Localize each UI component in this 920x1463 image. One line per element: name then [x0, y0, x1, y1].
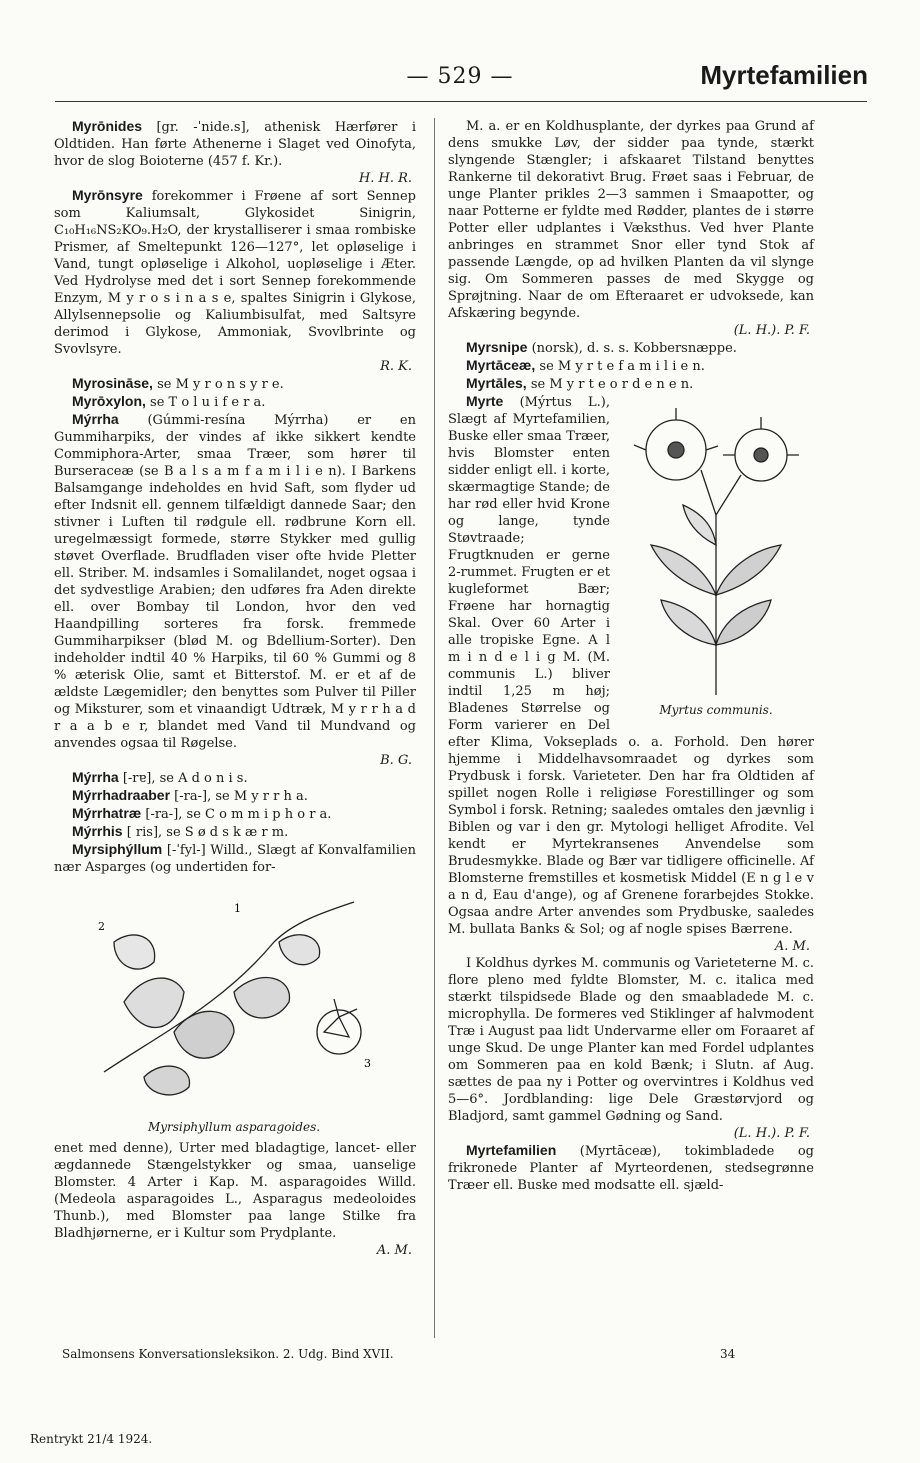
leaf [279, 935, 320, 965]
entry-myrrhadraaber [54, 787, 416, 805]
entry-myrsiphyllum-continued [54, 1140, 416, 1259]
entry-text: [-ra-], se C o m m i p h o r a. [141, 807, 332, 822]
entry-text: [ ris], se S ø d s k æ r m. [122, 825, 289, 840]
entry-myrtales [448, 375, 814, 393]
leaf [124, 978, 184, 1027]
myrtus-illustration [618, 395, 814, 719]
entry-text: enet med denne), Urter med bladagtige, lancet- eller ægdannede Stængelstykker og smaa, uanselige Blomster. 4 Arter i Kap. M. asparagoides Willd. (Medeola asparagoides L., Asparagus medeoloides Thunb.), med Blomster paa lange Stilke fra Bladhjørnerne, er i Kultur som Prydplante. [54, 1141, 416, 1241]
stamens [634, 408, 799, 455]
myrtle-drawing [621, 395, 811, 695]
entry-text: [-ˈfyl-] Willd., Slægt af Konvalfamilien nær Asparges (og undertiden for- [54, 843, 416, 875]
entry-text: se T o l u i f e r a. [145, 395, 266, 410]
headword: Mýrrha [72, 411, 119, 427]
entry-text: se M y r t e o r d e n e n. [526, 377, 694, 392]
author-signature: R. K. [380, 359, 412, 374]
entry-text: [gr. -ˈnide.s], athenisk Hærfører i Oldtiden. Han førte Athenerne i Slaget ved Oinofyta, hvor de slog Boioterne (457 f. Kr.). [54, 120, 416, 169]
reprint-note: Rentrykt 21/4 1924. [30, 1432, 153, 1446]
leaf [234, 978, 289, 1018]
entry-text: (Gúmmi-resína Mýrrha) er en Gummiharpiks, der vindes af ikke sikkert kendte Commiphora-Arter, smaa Træer, som hører til Burseraceæ (se B a l s a m f a m i l i e n). I Barkens Balsamgange indeholdes en hvid Saft, som flyder ud efter Indsnit ell. gennem tilfældigt dannede Saar; den stivner i Luften til rødgule ell. rødbrune Korn ell. uregelmæssigt formede, større Stykker med gullig støvet Overflade. Brudfladen viser ofte hvide Pletter ell. Striber. M. indsamles i Somalilandet, noget ogsaa i det sydvestlige Arabien; den udføres fra Aden direkte ell. over Bombay til London, hvor den ved Haandpilling sorteres fra forsk. fremmede Gummiharpikser (blød M. og Bdellium-Sorter). Den indeholder indtil 40 % Harpiks, til 60 % Gummi og 8 % æterisk Olie, samt et Bitterstof. M. er et af de ældste Lægemidler; den benyttes som Pulver til Piller og Miksturer, som et vinaandigt Udtræk, M y r r h a d r a a b e r, blandet med Vand til Mundvand og anvendes ogsaa til Røgelse. [54, 413, 416, 751]
entry-myrtaceae [448, 357, 814, 375]
leaf [661, 600, 716, 645]
entry-myrsiphyllum [54, 841, 416, 876]
author-signature: B. G. [380, 753, 412, 768]
signature-mark: 34 [720, 1347, 736, 1361]
column-divider [434, 118, 435, 1338]
entry-text: [-rɐ], se A d o n i s. [118, 771, 248, 786]
headword: Myrsiphýllum [72, 841, 163, 857]
flower-center [754, 448, 768, 462]
entry-myroxylon [54, 393, 416, 411]
author-signature: (L. H.). P. F. [733, 323, 810, 338]
headword: Myrosināse, [72, 375, 153, 391]
leaf [144, 1066, 190, 1095]
entry-text: se M y r o n s y r e. [152, 377, 284, 392]
figure-caption: Myrsiphyllum asparagoides. [147, 1120, 321, 1134]
header-rule [55, 101, 867, 102]
headword: Myrtāceæ, [466, 357, 536, 373]
entry-koldhus [448, 955, 814, 1142]
flower-center [668, 442, 684, 458]
author-signature: (L. H.). P. F. [733, 1126, 810, 1141]
page-header [50, 58, 890, 98]
leaf [683, 505, 716, 545]
headword: Mýrrhis [72, 823, 123, 839]
headword: Myrōxylon, [72, 393, 146, 409]
entry-myrosinase [54, 375, 416, 393]
entry-text: I Koldhus dyrkes M. communis og Varieteterne M. c. flore pleno med fyldte Blomster, M. c. italica med stærkt tilspidsede Blade og den smaabladede M. c. microphylla. De formeres ved Stiklinger af halvmodent Træ i August paa lidt Undervarme eller om Foraaret af unge Skud. De unge Planter kan med Fordel udplantes om Sommeren paa en kold Bænk; i Slutn. af Aug. sættes de paa ny i Potter og overvintres i Koldhus ved 5—6°. Jordblanding: lige Dele Græstørvjord og Bladjord, samt gammel Gødning og Sand. [448, 956, 814, 1124]
entry-myronsyre [54, 187, 416, 375]
entry-myrrhatrae [54, 805, 416, 823]
author-signature: H. H. R. [358, 171, 412, 186]
leaf [651, 545, 716, 595]
entry-text: forekommer i Frøene af sort Sennep som Kaliumsalt, Glykosidet Sinigrin, C₁₀H₁₆NS₂KO₉.H₂O, der krystalliserer i smaa rombiske Prismer, af Smeltepunkt 126—127°, let opløselige i Vand, tungt opløselige i Alkohol, uopløselige i Æter. Ved Hydrolyse med det i sort Sennep forekommende Enzym, M y r o s i n a s e, spaltes Sinigrin i Glykose, Allylsennepsolie og Kaliumbisulfat, med Saltsyre derimod i Glykose, Ammoniak, Svovlbrinte og Svovlsyre. [54, 189, 416, 357]
entry-text: [-ra-], se M y r r h a. [170, 789, 308, 804]
entry-myrrhis [54, 823, 416, 841]
left-column [54, 118, 416, 1259]
figure-label: 2 [98, 920, 105, 933]
author-signature: A. M. [376, 1243, 412, 1258]
author-signature: A. M. [774, 939, 810, 954]
leaf [114, 935, 155, 969]
figure-caption: Myrtus communis. [659, 703, 773, 717]
figure-label: 1 [234, 902, 241, 915]
leaf [716, 545, 781, 595]
headword: Myrōnides [72, 118, 143, 134]
page-number: — 529 — [406, 64, 514, 89]
entry-myrrha-adonis [54, 769, 416, 787]
entry-myrsnipe [448, 339, 814, 357]
entry-myronides [54, 118, 416, 187]
entry-text: (Myrtāceæ), tokimbladede og frikronede Planter af Myrteordenen, stedsegrønne Træer ell. Buske med modsatte ell. sjæld- [448, 1144, 814, 1193]
myrsiphyllum-illustration [54, 882, 414, 1136]
headword: Mýrrhadraaber [72, 787, 171, 803]
entry-text: (norsk), d. s. s. Kobbersnæppe. [527, 341, 737, 356]
vine-drawing [84, 882, 384, 1112]
entry-m-a-cultivation [448, 118, 814, 339]
headword: Mýrrha [72, 769, 119, 785]
entry-myrtefamilien [448, 1142, 814, 1194]
headword: Myrte [466, 393, 504, 409]
right-column [448, 118, 814, 1194]
leaf [174, 1011, 234, 1058]
flower-detail [324, 999, 357, 1037]
flower-stalks [701, 470, 741, 515]
publication-line: Salmonsens Konversationsleksikon. 2. Udg. Bind XVII. [62, 1347, 394, 1361]
entry-text: se M y r t e f a m i l i e n. [535, 359, 705, 374]
headword: Myrsnipe [466, 339, 528, 355]
figure-label: 3 [364, 1057, 371, 1070]
headword: Myrōnsyre [72, 187, 143, 203]
running-title: Myrtefamilien [700, 60, 868, 90]
headword: Myrtāles, [466, 375, 527, 391]
headword: Myrtefamilien [466, 1142, 557, 1158]
headword: Mýrrhatræ [72, 805, 142, 821]
entry-myrrha [54, 411, 416, 769]
entry-text: M. a. er en Koldhusplante, der dyrkes paa Grund af dens smukke Løv, der sidder paa tynde, stærkt slyngende Stængler; i afskaaret Tilstand benyttes Rankerne til dekorativt Brug. Frøet saas i Februar, de unge Planter prikles 2—3 sammen i Smaapotter, og naar Potterne er fyldte med Rødder, plantes de i større Potter eller udplantes i Væksthus. Ved hver Plante anbringes en strammet Snor eller tynd Stok af passende Længde, op ad hvilken Planten da vil slynge sig. Om Sommeren passes de med Skygge og Sprøjtning. Naar de om Efteraaret er udvoksede, kan Afskæring begynde. [448, 119, 814, 321]
leaf [716, 600, 771, 645]
entry-text: (Mýrtus L.), Slægt af Myrtefamilien, Buske eller smaa Træer, hvis Blomster enten sidder enligt ell. i korte, skærmagtige Stande; de har rød eller hvid Krone og lange, tynde Støvtraade; Frugtknuden er gerne 2-rummet. Frugten er et kugleformet Bær; Frøene har hornagtig Skal. Over 60 Arter i alle tropiske Egne. A l m i n d e l i g M. (M. communis L.) bliver indtil 1,25 m høj; Bladenes Størrelse og Form varierer en Del efter Klima, Vokseplads o. a. Forhold. Den hører hjemme i Middelhavsomraadet og dyrkes som Prydbusk i forsk. Varieteter. Den har fra Oldtiden af spillet nogen Rolle i religiøse Forestillinger og som Symbol i forsk. Retning; saaledes omtales den jævnlig i Biblen og var i den gr. Mytologi helliget Afrodite. Vel kendt er Myrtekransenes Anvendelse som Brudesmykke. Blade og Bær var tidligere officinelle. Af Blomsterne fremstilles et kosmetisk Middel (E n g l e v a n d, Eau d'ange), og af Grenene forarbejdes Stokke. Ogsaa andre Arter anvendes som Prydbuske, saaledes M. bullata Banks & Sol; og af nogle spises Bærrene. [448, 395, 814, 937]
